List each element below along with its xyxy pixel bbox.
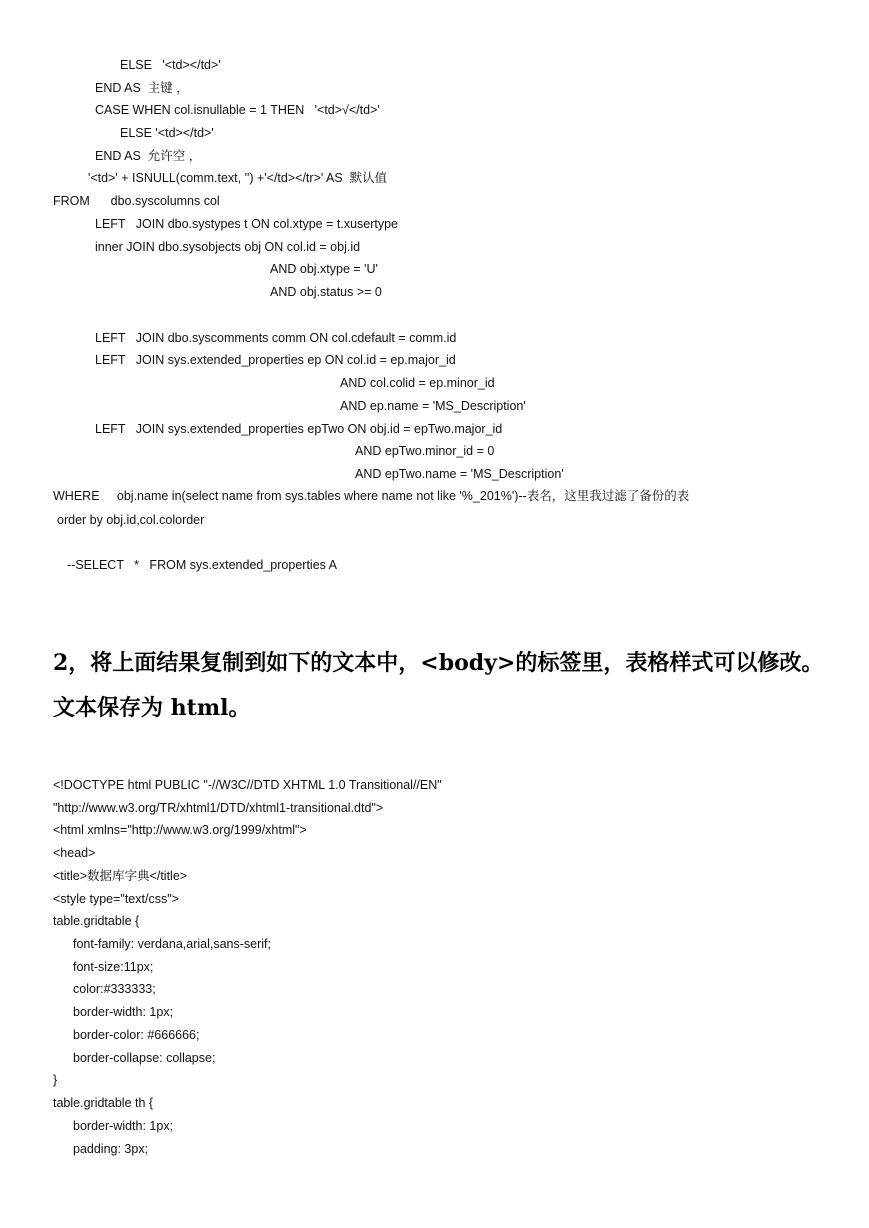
html-line: border-width: 1px; [73, 1005, 174, 1019]
sql-line: AND obj.xtype = 'U' [270, 262, 378, 276]
sql-line: END AS 主键 ， [95, 81, 189, 95]
html-line: padding: 3px; [73, 1142, 149, 1156]
html-line: "http://www.w3.org/TR/xhtml1/DTD/xhtml1-transitional.dtd"> [53, 801, 384, 815]
sql-line: inner JOIN dbo.sysobjects obj ON col.id = obj.id [95, 240, 361, 254]
sql-line: '<td>' + ISNULL(comm.text, '') +'</td></tr>' AS 默认值 [88, 171, 388, 185]
sql-line: ELSE '<td></td>' [120, 58, 221, 72]
html-line: <!DOCTYPE html PUBLIC "-//W3C//DTD XHTML 1.0 Transitional//EN" [53, 778, 442, 792]
html-line: table.gridtable th { [53, 1096, 154, 1110]
sql-line: AND ep.name = 'MS_Description' [340, 399, 526, 413]
html-line: font-size:11px; [73, 960, 154, 974]
html-line: border-color: #666666; [73, 1028, 200, 1042]
html-line: border-width: 1px; [73, 1119, 174, 1133]
section-heading-line-1: 2，将上面结果复制到如下的文本中，<body>的标签里，表格样式可以修改。 [53, 650, 824, 676]
sql-line: order by obj.id,col.colorder [57, 513, 205, 527]
html-line: border-collapse: collapse; [73, 1051, 216, 1065]
sql-line: LEFT JOIN dbo.systypes t ON col.xtype = t.xusertype [95, 217, 399, 231]
sql-line: END AS 允许空 ， [95, 149, 202, 163]
sql-line: LEFT JOIN sys.extended_properties epTwo ON obj.id = epTwo.major_id [95, 422, 503, 436]
html-line: <head> [53, 846, 96, 860]
sql-line: --SELECT * FROM sys.extended_properties A [67, 558, 338, 572]
sql-line: LEFT JOIN dbo.syscomments comm ON col.cdefault = comm.id [95, 331, 457, 345]
sql-line: CASE WHEN col.isnullable = 1 THEN '<td>√</td>' [95, 103, 380, 117]
section-heading-line-2: 文本保存为 html。 [53, 695, 251, 721]
sql-line: FROM dbo.syscolumns col [53, 194, 220, 208]
html-line: <style type="text/css"> [53, 892, 179, 906]
html-line: <title>数据库字典</title> [53, 869, 188, 883]
sql-line: AND col.colid = ep.minor_id [340, 376, 495, 390]
html-line: color:#333333; [73, 982, 156, 996]
html-line: table.gridtable { [53, 914, 140, 928]
sql-line: WHERE obj.name in(select name from sys.tables where name not like '%_201%')--表名，这里我过滤了备份的表 [53, 489, 690, 503]
sql-line: LEFT JOIN sys.extended_properties ep ON col.id = ep.major_id [95, 353, 456, 367]
html-line: font-family: verdana,arial,sans-serif; [73, 937, 271, 951]
sql-line: AND obj.status >= 0 [270, 285, 382, 299]
sql-line: ELSE '<td></td>' [120, 126, 214, 140]
html-line: } [53, 1073, 58, 1087]
html-line: <html xmlns="http://www.w3.org/1999/xhtml"> [53, 823, 307, 837]
sql-line: AND epTwo.minor_id = 0 [355, 444, 495, 458]
sql-line: AND epTwo.name = 'MS_Description' [355, 467, 564, 481]
